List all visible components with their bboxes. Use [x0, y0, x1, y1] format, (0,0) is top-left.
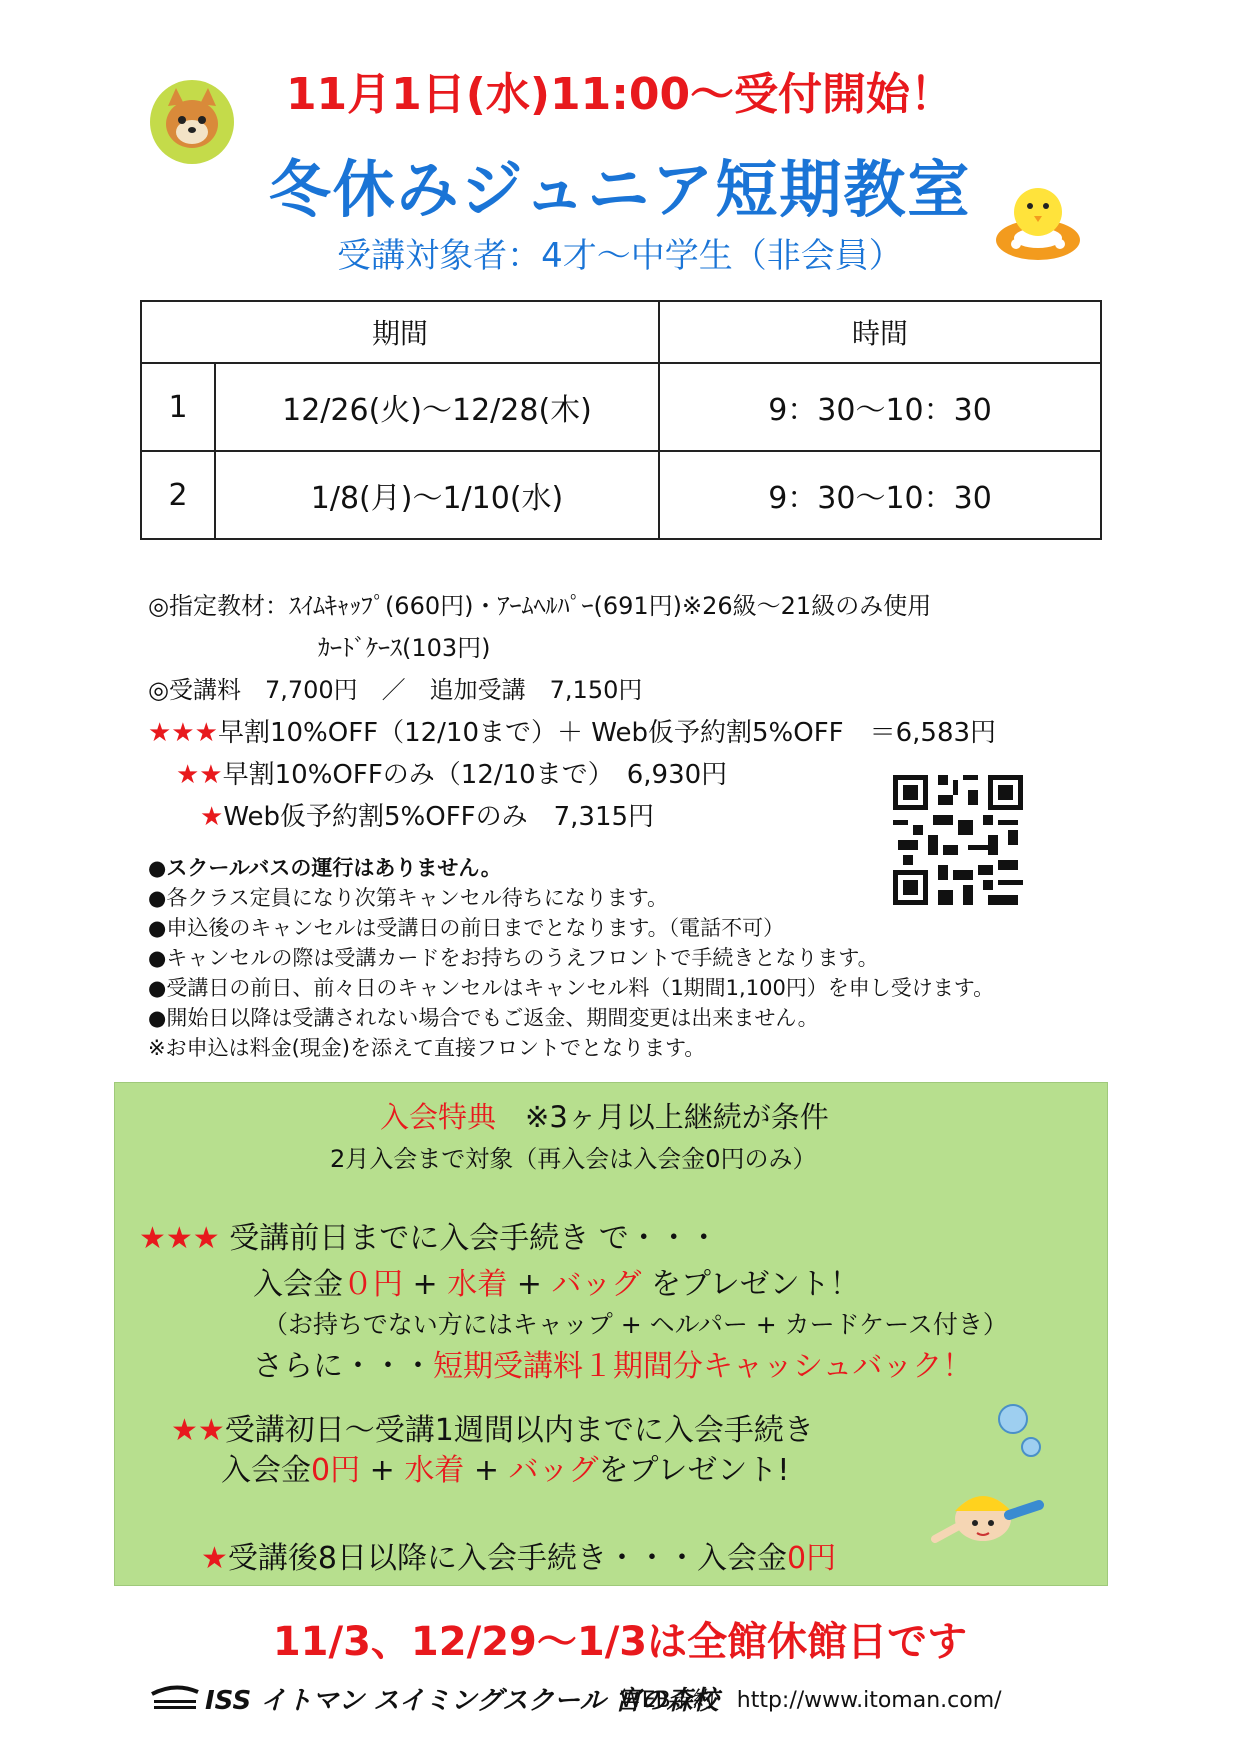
star-rating-1: ★ — [200, 802, 224, 832]
benefit-text: + — [507, 1267, 552, 1302]
benefit-highlight: ０円 — [343, 1267, 403, 1302]
note-item: ※お申込は料金(現金)を添えて直接フロントでとなります。 — [148, 1036, 706, 1060]
target-audience: 受講対象者：4才～中学生（非会員） — [337, 236, 903, 276]
benefit-tier-2-line-1 — [171, 1405, 814, 1449]
note-item: ●キャンセルの際は受講カードをお持ちのうえフロントで手続きとなります。 — [148, 946, 879, 970]
note-item: ●開始日以降は受講されない場合でもご返金、期間変更は出来ません。 — [148, 1006, 819, 1030]
row-number: 2 — [141, 451, 215, 539]
benefit-highlight: 短期受講料１期間分キャッシュバック！ — [433, 1349, 973, 1384]
benefit-text: + — [464, 1453, 509, 1488]
benefit-title — [380, 1095, 829, 1136]
benefit-highlight: 水着 — [447, 1267, 508, 1302]
benefit-tier-3-line-4 — [253, 1341, 972, 1385]
note-item: ●スクールバスの運行はありません。 — [148, 856, 502, 880]
benefit-highlight: 0円 — [311, 1453, 361, 1488]
web-reservation-link[interactable]: WEB予約 http://www.itoman.com/ — [620, 1688, 1002, 1713]
period-cell: 12/26(火)～12/28(木) — [215, 363, 659, 451]
benefit-subtitle: 2月入会まで対象（再入会は入会金0円のみ） — [330, 1145, 817, 1173]
benefit-text: をプレゼント！ — [641, 1267, 860, 1302]
benefit-text: をプレゼント! — [598, 1453, 790, 1488]
benefit-text: + — [360, 1453, 405, 1488]
iss-logo-icon — [150, 1682, 200, 1712]
benefit-highlight: バッグ — [508, 1453, 599, 1488]
star-rating-3: ★★★ — [139, 1221, 220, 1256]
time-cell: 9：30～10：30 — [659, 363, 1101, 451]
benefit-text: + — [403, 1267, 448, 1302]
star-rating-3: ★★★ — [148, 718, 218, 748]
materials-line-2: ｶｰﾄﾞｹｰｽ(103円) — [318, 634, 491, 662]
table-header-row — [141, 301, 1101, 363]
materials-line-1: ◎指定教材：ｽｲﾑｷｬｯﾌﾟ(660円)・ｱｰﾑﾍﾙﾊﾟｰ(691円)※26級～21級のみ使用 — [148, 592, 932, 620]
qr-code-icon[interactable] — [888, 770, 1028, 910]
benefit-tier-3-line-1 — [139, 1213, 719, 1257]
membership-benefit-box — [114, 1082, 1108, 1586]
fee-base: ◎受講料 7,700円 ／ 追加受講 7,150円 — [148, 676, 643, 704]
benefit-tier-1-line — [201, 1533, 836, 1577]
benefit-text: 入会金 — [221, 1453, 311, 1488]
column-header-time: 時間 — [659, 301, 1101, 363]
benefit-text: 入会金 — [253, 1267, 343, 1302]
star-rating-1: ★ — [201, 1541, 228, 1576]
benefit-text: 受講前日までに入会手続き で・・・ — [219, 1221, 719, 1256]
note-item: ●各クラス定員になり次第キャンセル待ちになります。 — [148, 886, 669, 910]
benefit-text: さらに・・・ — [253, 1349, 433, 1384]
discount-double-text: 早割10%OFFのみ（12/10まで） 6,930円 — [222, 760, 728, 790]
benefit-highlight: バッグ — [551, 1267, 642, 1302]
discount-single-text: Web仮予約割5%OFFのみ 7,315円 — [223, 802, 655, 832]
table-row — [141, 451, 1101, 539]
star-rating-2: ★★ — [176, 760, 223, 790]
discount-double — [176, 754, 727, 791]
benefit-text: 受講後8日以降に入会手続き・・・入会金 — [227, 1541, 787, 1576]
registration-start-heading: 11月1日(水)11:00～受付開始！ — [285, 69, 955, 120]
period-cell: 1/8(月)～1/10(水) — [215, 451, 659, 539]
column-header-period: 期間 — [141, 301, 659, 363]
page-title: 冬休みジュニア短期教室 — [268, 153, 972, 226]
table-row — [141, 363, 1101, 451]
row-number: 1 — [141, 363, 215, 451]
star-rating-2: ★★ — [171, 1413, 225, 1448]
discount-single — [200, 796, 654, 833]
benefit-condition: ※3ヶ月以上継続が条件 — [496, 1100, 829, 1134]
note-item: ●受講日の前日、前々日のキャンセルはキャンセル料（1期間1,100円）を申し受けます。 — [148, 976, 995, 1000]
benefit-tier-2-line-2 — [221, 1445, 789, 1489]
time-cell: 9：30～10：30 — [659, 451, 1101, 539]
benefit-highlight: 水着 — [404, 1453, 465, 1488]
school-logo-text: ISS イトマン スイミングスクール 宮の森校 — [205, 1686, 719, 1716]
discount-triple-text: 早割10%OFF（12/10まで）＋ Web仮予約割5%OFF ＝6,583円 — [217, 718, 997, 748]
swimmer-child-icon — [921, 1399, 1051, 1569]
benefit-tier-3-line-2 — [253, 1259, 860, 1303]
note-item: ●申込後のキャンセルは受講日の前日までとなります。（電話不可） — [148, 916, 785, 940]
benefit-highlight: 0円 — [787, 1541, 837, 1576]
discount-triple — [148, 712, 996, 749]
schedule-table — [140, 300, 1102, 540]
closed-days-notice: 11/3、12/29～1/3は全館休館日です — [272, 1619, 968, 1665]
benefit-tier-3-line-3: （お持ちでない方にはキャップ + ヘルパー + カードケース付き） — [263, 1310, 1008, 1339]
benefit-text: 受講初日～受講1週間以内までに入会手続き — [224, 1413, 814, 1448]
benefit-title-label: 入会特典 — [380, 1100, 497, 1134]
